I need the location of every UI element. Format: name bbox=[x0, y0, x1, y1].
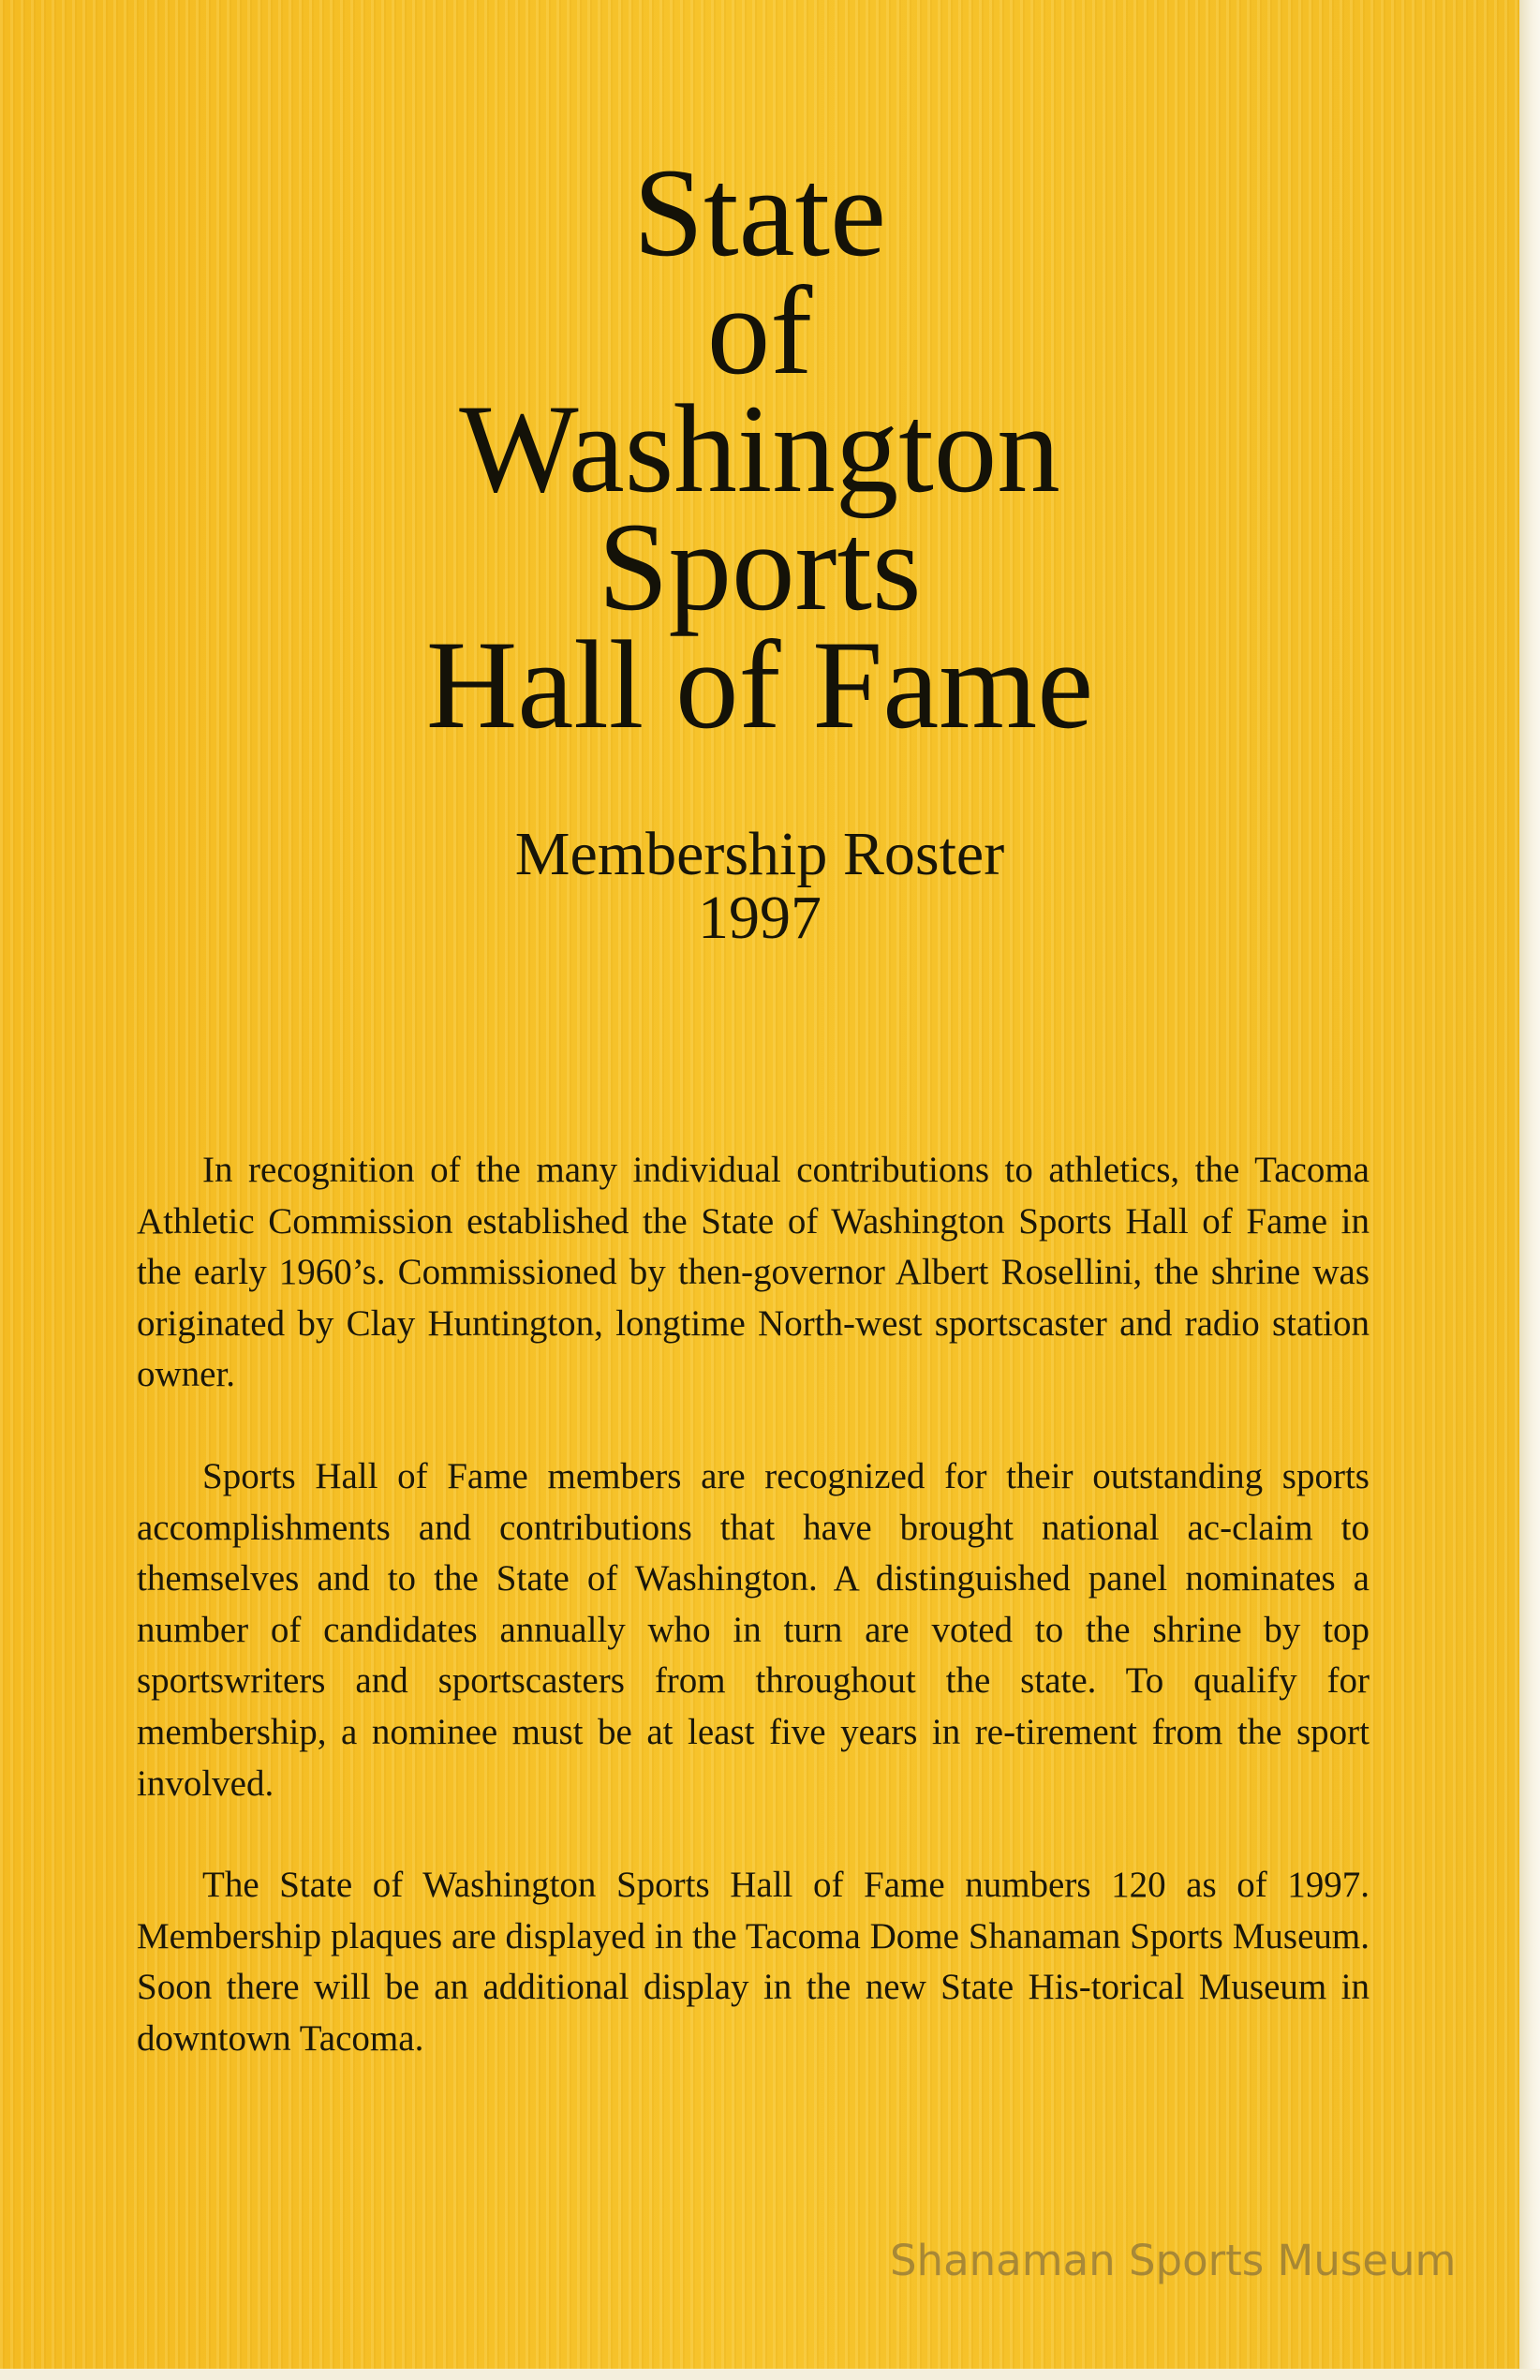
subtitle: Membership Roster bbox=[514, 820, 1005, 888]
title-line-sports: Sports bbox=[598, 498, 922, 637]
paragraph-membership: Sports Hall of Fame members are recognized for their outstanding sports accomplishments and contributions that have brought national ac-claim to themselves and to the State of Washington. A distinguished panel nominates a number of candidates annually who in turn are voted to the shrine by top sportswriters and sportscasters from throughout the state. To qualify for membership, a nominee must be at least five years in re-tirement from the sport involved. bbox=[137, 1455, 1370, 1804]
title-line-washington: Washington bbox=[459, 379, 1060, 519]
roster-year: 1997 bbox=[698, 884, 822, 952]
subtitle-block bbox=[0, 820, 1519, 952]
body-text bbox=[137, 1145, 1370, 2116]
museum-watermark: Shanaman Sports Museum bbox=[890, 2236, 1457, 2285]
page-edge bbox=[1519, 0, 1540, 2380]
title-line-of: of bbox=[706, 261, 813, 401]
paragraph-history: In recognition of the many individual contributions to athletics, the Tacoma Athletic Commission established the State of Washington Sports Hall of Fame in the early 1960’s. Commissioned by then-governor Albert Rosellini, the shrine was originated by Clay Huntington, longtime North-west sportscaster and radio station owner. bbox=[137, 1150, 1370, 1395]
title-line-state: State bbox=[633, 143, 886, 283]
page-bottom-edge bbox=[0, 2369, 1540, 2380]
document-title bbox=[0, 143, 1519, 755]
paragraph-displays: The State of Washington Sports Hall of Fame numbers 120 as of 1997. Membership plaques are displayed in the Tacoma Dome Shanaman Sports Museum. Soon there will be an additional display in the new State His-torical Museum in downtown Tacoma. bbox=[137, 1865, 1370, 2059]
title-line-hall-of-fame: Hall of Fame bbox=[425, 616, 1094, 755]
